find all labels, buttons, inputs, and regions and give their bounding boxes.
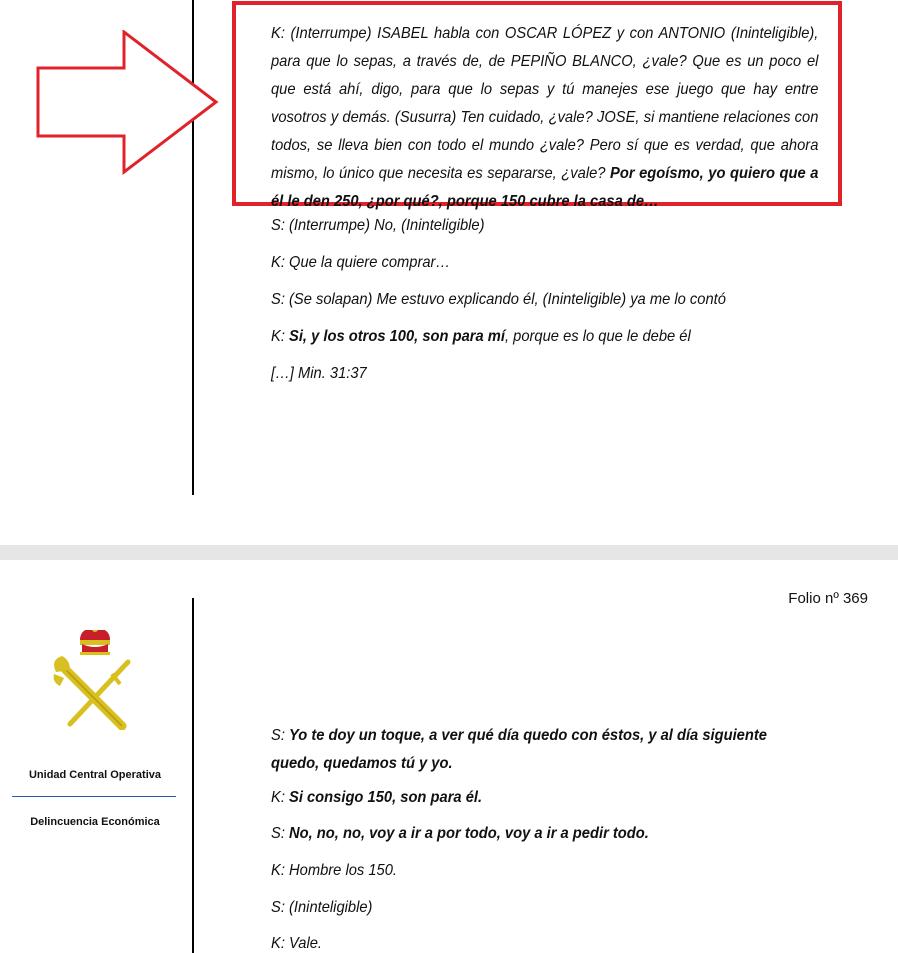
margin-line — [192, 598, 194, 953]
quote-text: (Interrumpe) ISABEL habla con OSCAR LÓPEZ y con ANTONIO (Ininteligible), para que lo sepas, a través de, de PEPIÑO BLANCO, ¿vale? Que es un poco el que está ahí, digo, para que lo sepas y tú manejes ese juego que hay entre vosotros y demás. (Susurra) Ten cuidado, ¿vale? JOSE, si mantiene relaciones con todos, se lleva bien con todo el mundo ¿vale? Pero sí que es verdad, que ahora mismo, lo único que necesita es separarse, ¿vale? — [271, 25, 819, 182]
highlighted-quote — [271, 20, 818, 216]
transcript-line — [271, 789, 775, 807]
folio-number: Folio nº 369 — [788, 590, 868, 607]
transcript-line: S: (Se solapan) Me estuvo explicando él, (Ininteligible) ya me lo contó — [271, 291, 726, 308]
line-bold: Si, y los otros 100, son para mí — [288, 328, 505, 345]
department-name: Delincuencia Económica — [30, 816, 160, 828]
transcript-line: S: (Interrumpe) No, (Ininteligible) — [271, 217, 485, 234]
quote-bold-text: Por egoísmo, yo quiero que a él le den 250, ¿por qué?, porque 150 cubre la casa de… — [271, 165, 819, 210]
line-bold: Si consigo 150, son para él. — [288, 789, 483, 806]
transcript-line — [271, 328, 775, 346]
unit-underline — [12, 796, 176, 797]
transcript-line: S: (Ininteligible) — [271, 899, 373, 916]
transcript-line: K: Que la quiere comprar… — [271, 254, 451, 271]
transcript-line: K: Vale. — [271, 935, 323, 952]
line-prefix: K: — [271, 328, 289, 345]
line-prefix: S: — [271, 727, 289, 744]
line-bold: No, no, no, voy a ir a por todo, voy a ir a pedir todo. — [288, 825, 649, 842]
speaker-label: K: — [271, 25, 285, 42]
guardia-civil-emblem-icon — [50, 630, 140, 730]
transcript-line: K: Hombre los 150. — [271, 862, 397, 879]
transcript-line: […] Min. 31:37 — [271, 365, 367, 382]
page-separator — [0, 545, 898, 560]
line-prefix: K: — [271, 789, 289, 806]
transcript-line — [271, 825, 775, 843]
unit-name: Unidad Central Operativa — [28, 769, 162, 781]
transcript-line — [271, 722, 775, 778]
right-arrow-icon — [36, 30, 222, 175]
line-rest: , porque es lo que le debe él — [504, 328, 691, 345]
document-page-bottom — [0, 560, 898, 953]
line-bold: Yo te doy un toque, a ver qué día quedo con éstos, y al día siguiente quedo, quedamos tú y yo. — [271, 727, 767, 772]
line-prefix: S: — [271, 825, 289, 842]
